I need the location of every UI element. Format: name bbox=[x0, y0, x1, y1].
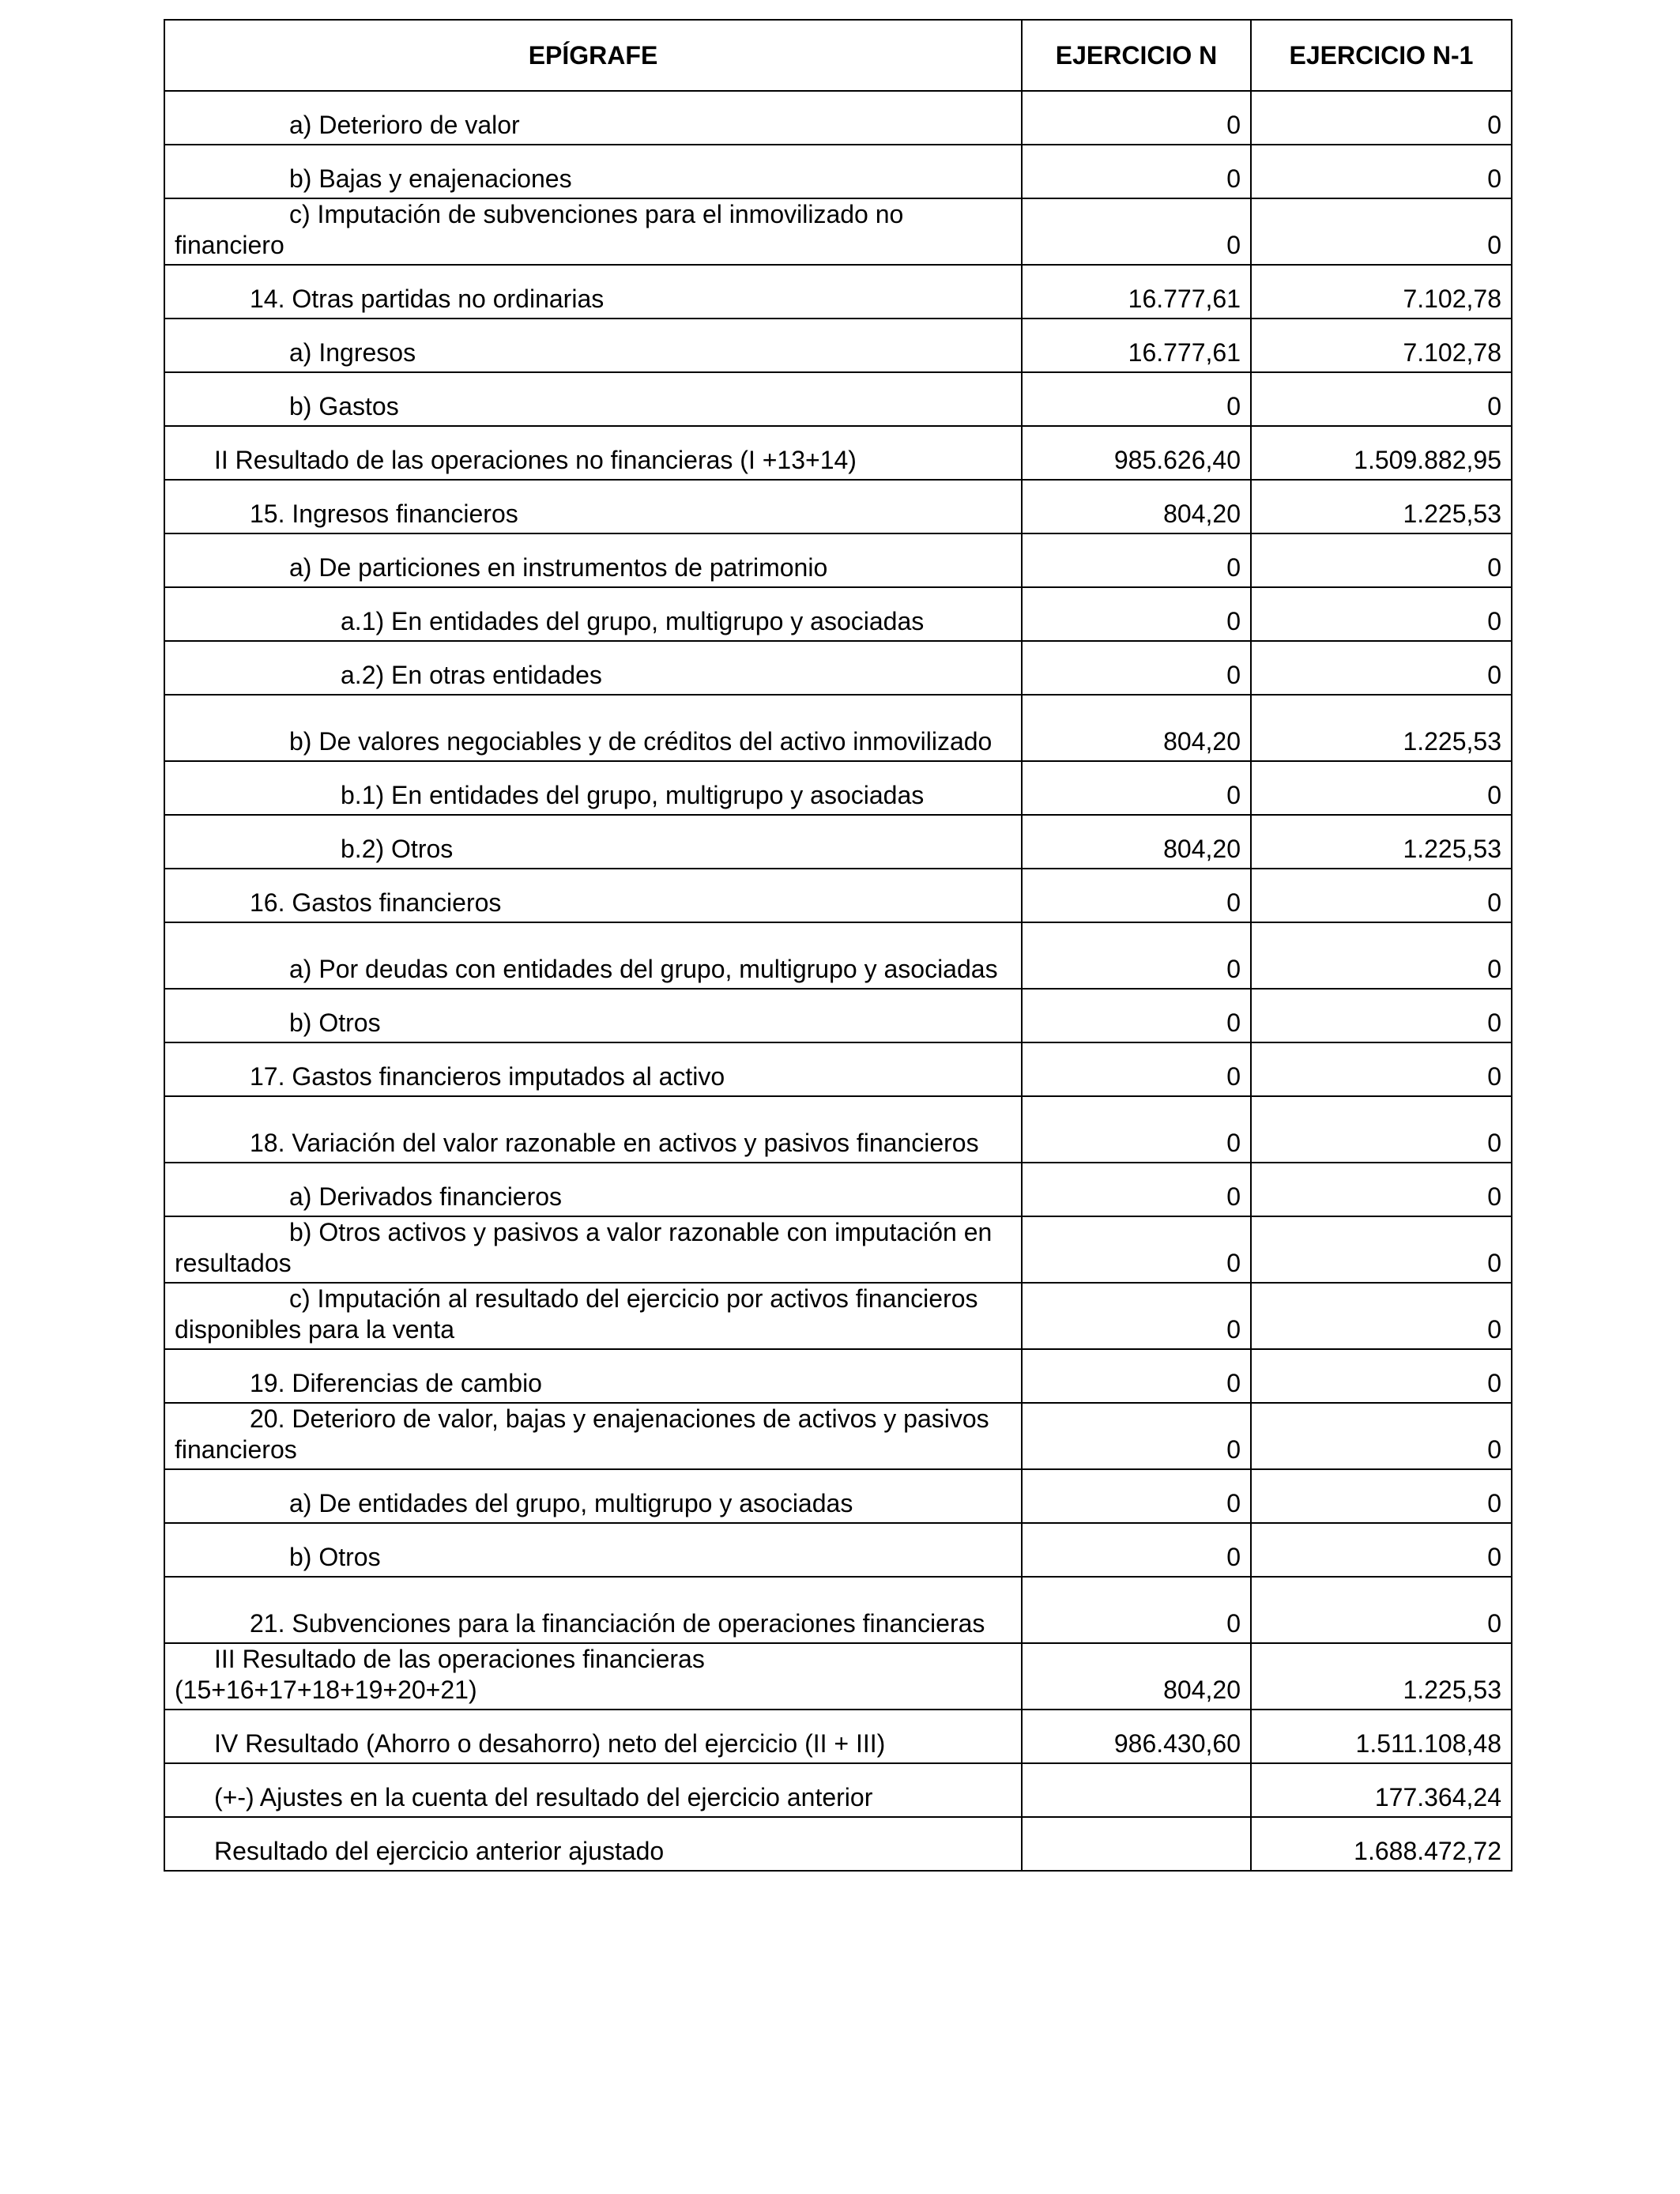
row-label: 17. Gastos financieros imputados al activo bbox=[250, 1062, 725, 1091]
row-label: 18. Variación del valor razonable en activos y pasivos financieros bbox=[250, 1129, 979, 1157]
row-label: b.1) En entidades del grupo, multigrupo y asociadas bbox=[341, 781, 925, 809]
row-label-cell bbox=[164, 1817, 1022, 1871]
row-label-cell bbox=[164, 989, 1022, 1042]
value-ejercicio-n1: 0 bbox=[1251, 533, 1512, 587]
table-row bbox=[164, 265, 1512, 319]
value-ejercicio-n: 0 bbox=[1022, 761, 1251, 815]
row-label-cell bbox=[164, 1216, 1022, 1283]
table-row bbox=[164, 1643, 1512, 1710]
value-ejercicio-n: 804,20 bbox=[1022, 815, 1251, 869]
table-row bbox=[164, 922, 1512, 989]
row-label: b) Otros activos y pasivos a valor razonable con imputación en resultados bbox=[175, 1218, 1000, 1277]
row-label: a.1) En entidades del grupo, multigrupo y asociadas bbox=[341, 607, 925, 635]
row-label-cell bbox=[164, 319, 1022, 372]
table-row bbox=[164, 1349, 1512, 1403]
row-label-cell bbox=[164, 1523, 1022, 1577]
row-label: a) Deterioro de valor bbox=[289, 111, 520, 139]
value-ejercicio-n: 0 bbox=[1022, 1283, 1251, 1349]
value-ejercicio-n1: 0 bbox=[1251, 1469, 1512, 1523]
value-ejercicio-n bbox=[1022, 1817, 1251, 1871]
value-ejercicio-n1: 0 bbox=[1251, 1403, 1512, 1469]
table-row bbox=[164, 426, 1512, 480]
row-label-cell bbox=[164, 1163, 1022, 1216]
table-header-row bbox=[164, 20, 1512, 91]
value-ejercicio-n: 0 bbox=[1022, 91, 1251, 145]
value-ejercicio-n: 0 bbox=[1022, 1403, 1251, 1469]
row-label-cell bbox=[164, 1283, 1022, 1349]
value-ejercicio-n1: 0 bbox=[1251, 922, 1512, 989]
value-ejercicio-n1: 0 bbox=[1251, 761, 1512, 815]
row-label: a) Derivados financieros bbox=[289, 1182, 563, 1211]
value-ejercicio-n1: 0 bbox=[1251, 1523, 1512, 1577]
value-ejercicio-n: 16.777,61 bbox=[1022, 265, 1251, 319]
row-label-cell bbox=[164, 426, 1022, 480]
value-ejercicio-n: 0 bbox=[1022, 533, 1251, 587]
row-label: a) Por deudas con entidades del grupo, multigrupo y asociadas bbox=[289, 955, 998, 983]
value-ejercicio-n: 985.626,40 bbox=[1022, 426, 1251, 480]
row-label: b) Otros bbox=[289, 1008, 381, 1037]
row-label: a) De particiones en instrumentos de patrimonio bbox=[289, 553, 828, 582]
value-ejercicio-n: 0 bbox=[1022, 1216, 1251, 1283]
value-ejercicio-n: 0 bbox=[1022, 145, 1251, 198]
value-ejercicio-n1: 0 bbox=[1251, 91, 1512, 145]
row-label-cell bbox=[164, 1577, 1022, 1643]
value-ejercicio-n: 0 bbox=[1022, 198, 1251, 265]
value-ejercicio-n1: 0 bbox=[1251, 1577, 1512, 1643]
row-label: II Resultado de las operaciones no financieras (I +13+14) bbox=[214, 446, 857, 474]
table-row bbox=[164, 989, 1512, 1042]
value-ejercicio-n1: 7.102,78 bbox=[1251, 265, 1512, 319]
value-ejercicio-n1: 177.364,24 bbox=[1251, 1763, 1512, 1817]
value-ejercicio-n1: 7.102,78 bbox=[1251, 319, 1512, 372]
row-label-cell bbox=[164, 922, 1022, 989]
table-row bbox=[164, 372, 1512, 426]
row-label-cell bbox=[164, 533, 1022, 587]
row-label-cell bbox=[164, 372, 1022, 426]
row-label: a) Ingresos bbox=[289, 338, 416, 367]
row-label-cell bbox=[164, 145, 1022, 198]
row-label: 19. Diferencias de cambio bbox=[250, 1369, 542, 1397]
row-label: 20. Deterioro de valor, bajas y enajenaciones de activos y pasivos financieros bbox=[175, 1404, 996, 1464]
value-ejercicio-n1: 0 bbox=[1251, 1216, 1512, 1283]
value-ejercicio-n1: 0 bbox=[1251, 1163, 1512, 1216]
value-ejercicio-n1: 0 bbox=[1251, 1283, 1512, 1349]
table-row bbox=[164, 641, 1512, 695]
table-row bbox=[164, 1577, 1512, 1643]
value-ejercicio-n: 0 bbox=[1022, 1523, 1251, 1577]
row-label: b) Bajas y enajenaciones bbox=[289, 164, 572, 193]
row-label: IV Resultado (Ahorro o desahorro) neto del ejercicio (II + III) bbox=[214, 1729, 886, 1758]
value-ejercicio-n: 0 bbox=[1022, 1096, 1251, 1163]
row-label-cell bbox=[164, 815, 1022, 869]
row-label-cell bbox=[164, 1643, 1022, 1710]
row-label-cell bbox=[164, 1042, 1022, 1096]
row-label: (+-) Ajustes en la cuenta del resultado del ejercicio anterior bbox=[214, 1783, 873, 1811]
row-label: b) De valores negociables y de créditos del activo inmovilizado bbox=[289, 727, 993, 756]
table-row bbox=[164, 1817, 1512, 1871]
row-label: b.2) Otros bbox=[341, 835, 454, 863]
row-label: b) Gastos bbox=[289, 392, 399, 420]
value-ejercicio-n1: 0 bbox=[1251, 641, 1512, 695]
row-label: c) Imputación de subvenciones para el inmovilizado no financiero bbox=[175, 200, 911, 259]
table-row bbox=[164, 869, 1512, 922]
header-ejercicio-n1: EJERCICIO N-1 bbox=[1251, 20, 1512, 91]
value-ejercicio-n1: 0 bbox=[1251, 1096, 1512, 1163]
value-ejercicio-n1: 0 bbox=[1251, 198, 1512, 265]
table-row bbox=[164, 1042, 1512, 1096]
value-ejercicio-n: 804,20 bbox=[1022, 1643, 1251, 1710]
row-label: 21. Subvenciones para la financiación de operaciones financieras bbox=[250, 1609, 985, 1638]
row-label: 14. Otras partidas no ordinarias bbox=[250, 285, 605, 313]
value-ejercicio-n1: 0 bbox=[1251, 1042, 1512, 1096]
value-ejercicio-n1: 0 bbox=[1251, 587, 1512, 641]
table-row bbox=[164, 1163, 1512, 1216]
row-label-cell bbox=[164, 1710, 1022, 1763]
value-ejercicio-n1: 0 bbox=[1251, 1349, 1512, 1403]
row-label: III Resultado de las operaciones financieras (15+16+17+18+19+20+21) bbox=[175, 1645, 712, 1704]
row-label: c) Imputación al resultado del ejercicio por activos financieros disponibles para la venta bbox=[175, 1284, 985, 1344]
row-label-cell bbox=[164, 695, 1022, 761]
table-row bbox=[164, 695, 1512, 761]
table-row bbox=[164, 1283, 1512, 1349]
value-ejercicio-n1: 0 bbox=[1251, 145, 1512, 198]
row-label-cell bbox=[164, 1096, 1022, 1163]
value-ejercicio-n: 0 bbox=[1022, 1163, 1251, 1216]
results-table bbox=[164, 19, 1512, 1872]
table-row bbox=[164, 1763, 1512, 1817]
value-ejercicio-n: 0 bbox=[1022, 372, 1251, 426]
table-row bbox=[164, 198, 1512, 265]
value-ejercicio-n1: 1.688.472,72 bbox=[1251, 1817, 1512, 1871]
row-label: 16. Gastos financieros bbox=[250, 888, 502, 917]
value-ejercicio-n1: 1.225,53 bbox=[1251, 480, 1512, 533]
row-label-cell bbox=[164, 265, 1022, 319]
row-label-cell bbox=[164, 1403, 1022, 1469]
table-row bbox=[164, 533, 1512, 587]
value-ejercicio-n: 804,20 bbox=[1022, 480, 1251, 533]
value-ejercicio-n: 0 bbox=[1022, 1349, 1251, 1403]
table-row bbox=[164, 91, 1512, 145]
value-ejercicio-n: 0 bbox=[1022, 1042, 1251, 1096]
row-label-cell bbox=[164, 198, 1022, 265]
value-ejercicio-n: 0 bbox=[1022, 1469, 1251, 1523]
value-ejercicio-n: 0 bbox=[1022, 587, 1251, 641]
header-ejercicio-n: EJERCICIO N bbox=[1022, 20, 1251, 91]
row-label-cell bbox=[164, 1349, 1022, 1403]
row-label-cell bbox=[164, 869, 1022, 922]
table-row bbox=[164, 1096, 1512, 1163]
row-label: Resultado del ejercicio anterior ajustado bbox=[214, 1837, 665, 1865]
row-label-cell bbox=[164, 587, 1022, 641]
value-ejercicio-n1: 1.511.108,48 bbox=[1251, 1710, 1512, 1763]
value-ejercicio-n1: 1.509.882,95 bbox=[1251, 426, 1512, 480]
table-row bbox=[164, 1216, 1512, 1283]
value-ejercicio-n: 0 bbox=[1022, 869, 1251, 922]
value-ejercicio-n1: 1.225,53 bbox=[1251, 815, 1512, 869]
value-ejercicio-n1: 0 bbox=[1251, 869, 1512, 922]
value-ejercicio-n: 0 bbox=[1022, 989, 1251, 1042]
row-label-cell bbox=[164, 761, 1022, 815]
value-ejercicio-n: 0 bbox=[1022, 922, 1251, 989]
value-ejercicio-n bbox=[1022, 1763, 1251, 1817]
row-label-cell bbox=[164, 480, 1022, 533]
row-label: a.2) En otras entidades bbox=[341, 661, 602, 689]
value-ejercicio-n1: 1.225,53 bbox=[1251, 1643, 1512, 1710]
row-label: b) Otros bbox=[289, 1543, 381, 1571]
row-label-cell bbox=[164, 1763, 1022, 1817]
value-ejercicio-n1: 0 bbox=[1251, 989, 1512, 1042]
row-label-cell bbox=[164, 641, 1022, 695]
table-row bbox=[164, 1403, 1512, 1469]
table-body bbox=[164, 91, 1512, 1871]
value-ejercicio-n: 804,20 bbox=[1022, 695, 1251, 761]
row-label-cell bbox=[164, 1469, 1022, 1523]
table-row bbox=[164, 1710, 1512, 1763]
table-row bbox=[164, 815, 1512, 869]
value-ejercicio-n: 0 bbox=[1022, 1577, 1251, 1643]
value-ejercicio-n1: 1.225,53 bbox=[1251, 695, 1512, 761]
header-epigrafe: EPÍGRAFE bbox=[164, 20, 1022, 91]
table-row bbox=[164, 319, 1512, 372]
table-row bbox=[164, 1523, 1512, 1577]
value-ejercicio-n1: 0 bbox=[1251, 372, 1512, 426]
table-row bbox=[164, 145, 1512, 198]
table-row bbox=[164, 480, 1512, 533]
value-ejercicio-n: 16.777,61 bbox=[1022, 319, 1251, 372]
table-row bbox=[164, 761, 1512, 815]
value-ejercicio-n: 0 bbox=[1022, 641, 1251, 695]
row-label: 15. Ingresos financieros bbox=[250, 499, 518, 528]
row-label-cell bbox=[164, 91, 1022, 145]
value-ejercicio-n: 986.430,60 bbox=[1022, 1710, 1251, 1763]
table-row bbox=[164, 587, 1512, 641]
row-label: a) De entidades del grupo, multigrupo y asociadas bbox=[289, 1489, 853, 1517]
table-row bbox=[164, 1469, 1512, 1523]
